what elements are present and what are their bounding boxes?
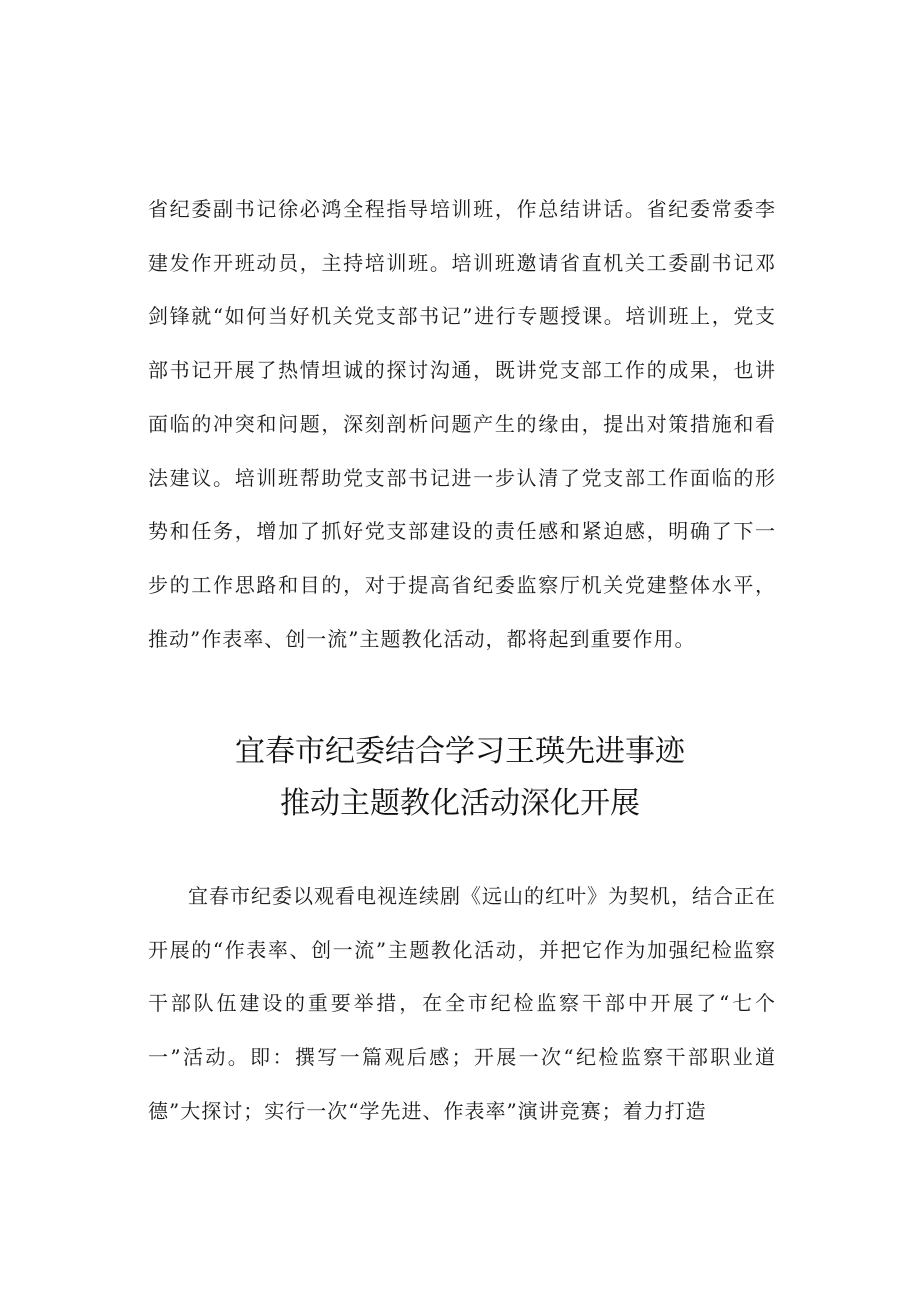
article-title-line-2: 推动主题教化活动深化开展	[280, 786, 640, 821]
body-paragraph-training-class: 省纪委副书记徐必鸿全程指导培训班，作总结讲话。省纪委常委李建发作开班动员，主持培训班。培训班邀请省直机关工委副书记邓剑锋就“如何当好机关党支部书记”进行专题授课。培训班上，党支部书记开展了热情坦诚的探讨沟通，既讲党支部工作的成果，也讲面临的冲突和问题，深刻剖析问题产生的缘由，提出对策措施和看法建议。培训班帮助党支部书记进一步认清了党支部工作面临的形势和任务，增加了抓好党支部建设的责任感和紧迫感，明确了下一步的工作思路和目的，对于提高省纪委监察厅机关党建整体水平，推动”作表率、创一流”主题教化活动，都将起到重要作用。	[148, 197, 776, 651]
article-title-line-1: 宜春市纪委结合学习王瑛先进事迹	[235, 734, 685, 769]
body-paragraph-yichun: 宜春市纪委以观看电视连续剧《远山的红叶》为契机，结合正在开展的“作表率、创一流”主题教化活动，并把它作为加强纪检监察干部队伍建设的重要举措，在全市纪检监察干部中开展了“七个一”活动。即：撰写一篇观后感；开展一次“纪检监察干部职业道德”大探讨；实行一次“学先进、作表率”演讲竞赛；着力打造	[148, 884, 776, 1123]
